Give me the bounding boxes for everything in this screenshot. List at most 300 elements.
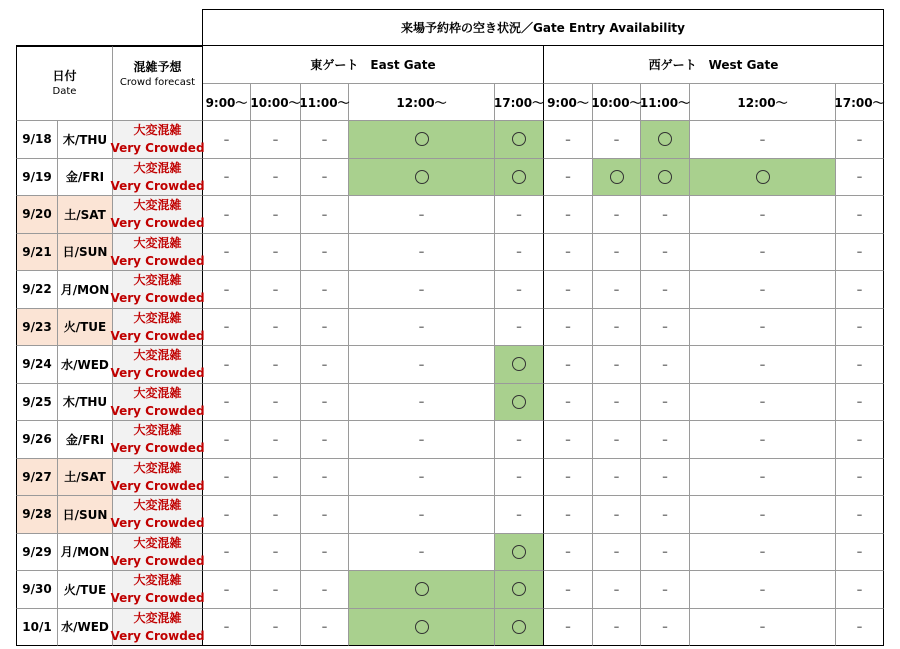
date-cell: 9/18 [16,121,58,159]
slot-unavailable [690,459,836,497]
slot-available [593,159,641,197]
unavailable-dash: – [613,507,620,521]
slot-unavailable [836,421,884,459]
unavailable-dash: – [613,320,620,334]
unavailable-dash: – [662,282,668,296]
forecast-en: Very Crowded [110,591,205,606]
unavailable-dash: – [418,545,425,559]
slot-available [495,159,544,197]
slot-unavailable [301,234,349,272]
unavailable-dash: – [321,620,328,634]
forecast-jp: 大変混雑 [133,310,182,325]
unavailable-dash: – [759,432,766,446]
forecast-jp: 大変混雑 [133,160,182,175]
slot-unavailable [251,271,301,309]
forecast-cell [110,384,205,422]
slot-unavailable [349,234,495,272]
west-gate-header: 西ゲート West Gate [544,46,884,84]
slot-available [690,159,836,197]
unavailable-dash: – [418,245,425,259]
slot-unavailable [690,309,836,347]
slot-unavailable [495,309,544,347]
slot-unavailable [593,346,641,384]
unavailable-dash: – [565,620,571,634]
unavailable-dash: – [223,545,230,559]
time-slot-header: 9:00～ [203,84,251,121]
slot-unavailable [495,271,544,309]
unavailable-dash: – [223,245,230,259]
unavailable-dash: – [321,207,328,221]
day-cell: 金/FRI [58,159,113,197]
time-slot-header: 10:00～ [251,84,301,121]
slot-unavailable [836,496,884,534]
unavailable-dash: – [856,507,863,521]
unavailable-dash: – [223,507,230,521]
forecast-cell [110,121,205,159]
time-slot-header: 11:00～ [641,84,690,121]
unavailable-dash: – [565,207,571,221]
slot-unavailable [544,159,593,197]
slot-unavailable [544,234,593,272]
unavailable-dash: – [565,545,571,559]
unavailable-dash: – [321,282,328,296]
forecast-cell [110,496,205,534]
date-cell: 9/24 [16,346,58,384]
time-slot-header: 11:00～ [301,84,349,121]
unavailable-dash: – [418,207,425,221]
date-cell: 9/30 [16,571,58,609]
unavailable-dash: – [418,470,425,484]
slot-unavailable [251,609,301,647]
slot-unavailable [301,196,349,234]
slot-unavailable [203,271,251,309]
unavailable-dash: – [223,357,230,371]
slot-unavailable [641,459,690,497]
slot-available [495,571,544,609]
slot-unavailable [495,421,544,459]
unavailable-dash: – [565,470,571,484]
slot-unavailable [593,271,641,309]
slot-unavailable [544,421,593,459]
unavailable-dash: – [223,320,230,334]
slot-unavailable [544,571,593,609]
unavailable-dash: – [613,432,620,446]
available-circle-icon [512,582,526,596]
slot-unavailable [836,309,884,347]
forecast-jp: 大変混雑 [133,460,182,475]
available-circle-icon [512,170,526,184]
available-circle-icon [415,582,429,596]
slot-unavailable [544,121,593,159]
slot-available [349,121,495,159]
slot-unavailable [641,609,690,647]
slot-available [495,346,544,384]
forecast-en: Very Crowded [110,178,205,193]
slot-unavailable [641,271,690,309]
date-cell: 9/21 [16,234,58,272]
slot-unavailable [251,309,301,347]
availability-table [16,9,884,646]
unavailable-dash: – [662,582,668,596]
unavailable-dash: – [321,170,328,184]
unavailable-dash: – [272,170,279,184]
forecast-en: Very Crowded [110,553,205,568]
slot-unavailable [641,534,690,572]
slot-unavailable [301,496,349,534]
unavailable-dash: – [759,395,766,409]
available-circle-icon [512,357,526,371]
unavailable-dash: – [321,470,328,484]
forecast-cell [110,459,205,497]
time-slot-header: 17:00～ [495,84,544,121]
slot-available [641,159,690,197]
unavailable-dash: – [272,282,279,296]
day-cell: 金/FRI [58,421,113,459]
forecast-cell [110,571,205,609]
forecast-en: Very Crowded [110,441,205,456]
day-cell: 土/SAT [58,459,113,497]
day-cell: 水/WED [58,609,113,647]
forecast-en: Very Crowded [110,403,205,418]
unavailable-dash: – [613,207,620,221]
unavailable-dash: – [613,470,620,484]
slot-unavailable [544,384,593,422]
slot-unavailable [349,534,495,572]
slot-unavailable [251,159,301,197]
slot-unavailable [251,234,301,272]
header-blank [16,9,203,46]
unavailable-dash: – [565,432,571,446]
slot-unavailable [593,234,641,272]
unavailable-dash: – [613,282,620,296]
date-cell: 9/20 [16,196,58,234]
day-cell: 水/WED [58,346,113,384]
slot-unavailable [836,196,884,234]
slot-unavailable [544,346,593,384]
unavailable-dash: – [759,132,766,146]
available-circle-icon [512,395,526,409]
slot-unavailable [349,421,495,459]
unavailable-dash: – [516,432,522,446]
slot-unavailable [593,309,641,347]
slot-unavailable [203,159,251,197]
slot-unavailable [203,571,251,609]
unavailable-dash: – [418,507,425,521]
slot-unavailable [251,121,301,159]
slot-unavailable [593,609,641,647]
slot-unavailable [836,271,884,309]
unavailable-dash: – [516,282,522,296]
time-slot-header: 12:00～ [690,84,836,121]
slot-unavailable [544,609,593,647]
slot-unavailable [641,496,690,534]
forecast-jp: 大変混雑 [133,385,182,400]
slot-unavailable [593,121,641,159]
slot-available [641,121,690,159]
unavailable-dash: – [662,207,668,221]
unavailable-dash: – [223,395,230,409]
forecast-en: Very Crowded [110,478,205,493]
slot-unavailable [544,271,593,309]
unavailable-dash: – [613,545,620,559]
slot-unavailable [593,421,641,459]
slot-available [349,159,495,197]
forecast-cell [110,159,205,197]
forecast-jp: 大変混雑 [133,123,182,138]
unavailable-dash: – [759,507,766,521]
slot-unavailable [301,571,349,609]
slot-unavailable [203,384,251,422]
unavailable-dash: – [321,357,328,371]
time-slot-header: 17:00～ [836,84,884,121]
slot-unavailable [690,534,836,572]
slot-unavailable [593,571,641,609]
forecast-en: Very Crowded [110,366,205,381]
slot-unavailable [544,309,593,347]
date-cell: 9/28 [16,496,58,534]
unavailable-dash: – [662,357,668,371]
unavailable-dash: – [613,245,620,259]
unavailable-dash: – [759,620,766,634]
slot-unavailable [203,121,251,159]
slot-unavailable [349,309,495,347]
unavailable-dash: – [856,357,863,371]
unavailable-dash: – [613,357,620,371]
availability-table-wrapper [16,9,884,646]
day-cell: 木/THU [58,384,113,422]
unavailable-dash: – [565,395,571,409]
unavailable-dash: – [516,207,522,221]
forecast-cell [110,234,205,272]
unavailable-dash: – [223,207,230,221]
slot-unavailable [203,534,251,572]
date-cell: 9/19 [16,159,58,197]
slot-unavailable [544,534,593,572]
unavailable-dash: – [856,620,863,634]
date-label-en: Date [52,85,77,97]
available-circle-icon [658,132,672,146]
slot-unavailable [349,384,495,422]
slot-unavailable [690,196,836,234]
unavailable-dash: – [662,545,668,559]
unavailable-dash: – [223,170,230,184]
available-circle-icon [512,545,526,559]
unavailable-dash: – [321,132,328,146]
day-cell: 日/SUN [58,496,113,534]
slot-unavailable [690,496,836,534]
slot-unavailable [251,459,301,497]
unavailable-dash: – [223,582,230,596]
unavailable-dash: – [272,207,279,221]
slot-unavailable [203,459,251,497]
available-circle-icon [415,132,429,146]
slot-unavailable [641,384,690,422]
unavailable-dash: – [321,320,328,334]
forecast-label-en: Crowd forecast [119,77,196,88]
slot-unavailable [301,159,349,197]
day-cell: 月/MON [58,534,113,572]
forecast-cell [110,309,205,347]
unavailable-dash: – [759,357,766,371]
slot-unavailable [690,346,836,384]
forecast-en: Very Crowded [110,216,205,231]
slot-unavailable [203,421,251,459]
forecast-en: Very Crowded [110,628,205,643]
slot-unavailable [301,384,349,422]
unavailable-dash: – [856,432,863,446]
unavailable-dash: – [272,620,279,634]
unavailable-dash: – [223,282,230,296]
forecast-cell [110,271,205,309]
unavailable-dash: – [272,245,279,259]
unavailable-dash: – [321,582,328,596]
unavailable-dash: – [565,357,571,371]
unavailable-dash: – [662,507,668,521]
forecast-cell [110,609,205,647]
unavailable-dash: – [662,470,668,484]
slot-unavailable [544,459,593,497]
unavailable-dash: – [759,320,766,334]
forecast-jp: 大変混雑 [133,423,182,438]
unavailable-dash: – [856,282,863,296]
unavailable-dash: – [418,395,425,409]
unavailable-dash: – [418,357,425,371]
slot-unavailable [641,421,690,459]
unavailable-dash: – [565,582,571,596]
slot-unavailable [641,346,690,384]
unavailable-dash: – [856,582,863,596]
unavailable-dash: – [516,507,522,521]
forecast-en: Very Crowded [110,328,205,343]
slot-unavailable [349,346,495,384]
unavailable-dash: – [272,320,279,334]
available-circle-icon [658,170,672,184]
slot-unavailable [349,271,495,309]
slot-available [495,121,544,159]
slot-unavailable [544,196,593,234]
day-cell: 火/TUE [58,309,113,347]
slot-unavailable [495,234,544,272]
time-slot-header: 10:00～ [593,84,641,121]
time-slot-header: 9:00～ [544,84,593,121]
forecast-cell [110,196,205,234]
slot-unavailable [301,346,349,384]
slot-unavailable [690,121,836,159]
forecast-en: Very Crowded [110,516,205,531]
slot-unavailable [690,609,836,647]
unavailable-dash: – [759,470,766,484]
slot-unavailable [251,346,301,384]
unavailable-dash: – [856,207,863,221]
slot-available [495,534,544,572]
slot-unavailable [593,496,641,534]
available-circle-icon [415,620,429,634]
time-slot-header: 12:00～ [349,84,495,121]
forecast-en: Very Crowded [110,141,205,156]
unavailable-dash: – [516,470,522,484]
unavailable-dash: – [759,245,766,259]
unavailable-dash: – [613,395,620,409]
slot-unavailable [349,496,495,534]
day-cell: 月/MON [58,271,113,309]
unavailable-dash: – [856,320,863,334]
unavailable-dash: – [272,395,279,409]
slot-unavailable [690,421,836,459]
date-header [16,46,113,121]
forecast-cell [110,421,205,459]
slot-unavailable [251,421,301,459]
slot-available [349,571,495,609]
unavailable-dash: – [565,132,571,146]
slot-unavailable [836,609,884,647]
slot-unavailable [641,196,690,234]
unavailable-dash: – [418,282,425,296]
slot-unavailable [495,496,544,534]
slot-unavailable [836,571,884,609]
unavailable-dash: – [321,545,328,559]
slot-unavailable [203,309,251,347]
unavailable-dash: – [662,395,668,409]
slot-unavailable [301,459,349,497]
available-circle-icon [415,170,429,184]
forecast-label-jp: 混雑予想 [133,60,182,74]
day-cell: 日/SUN [58,234,113,272]
unavailable-dash: – [759,582,766,596]
unavailable-dash: – [223,470,230,484]
unavailable-dash: – [759,282,766,296]
forecast-jp: 大変混雑 [133,535,182,550]
date-cell: 9/26 [16,421,58,459]
unavailable-dash: – [565,507,571,521]
forecast-en: Very Crowded [110,253,205,268]
slot-unavailable [836,534,884,572]
slot-unavailable [251,571,301,609]
slot-unavailable [593,384,641,422]
forecast-jp: 大変混雑 [133,573,182,588]
unavailable-dash: – [856,395,863,409]
slot-unavailable [301,121,349,159]
unavailable-dash: – [759,545,766,559]
unavailable-dash: – [223,132,230,146]
unavailable-dash: – [516,320,522,334]
slot-unavailable [836,159,884,197]
slot-available [495,384,544,422]
slot-unavailable [690,571,836,609]
unavailable-dash: – [565,282,571,296]
slot-unavailable [349,196,495,234]
slot-unavailable [251,496,301,534]
unavailable-dash: – [321,507,328,521]
day-cell: 火/TUE [58,571,113,609]
slot-unavailable [495,196,544,234]
unavailable-dash: – [418,320,425,334]
forecast-jp: 大変混雑 [133,198,182,213]
unavailable-dash: – [321,245,328,259]
slot-unavailable [836,234,884,272]
slot-unavailable [836,121,884,159]
date-label-jp: 日付 [52,68,77,83]
unavailable-dash: – [856,245,863,259]
unavailable-dash: – [272,470,279,484]
slot-unavailable [203,196,251,234]
slot-unavailable [495,459,544,497]
unavailable-dash: – [662,620,668,634]
slot-unavailable [593,459,641,497]
day-cell: 木/THU [58,121,113,159]
slot-unavailable [349,459,495,497]
unavailable-dash: – [565,320,571,334]
unavailable-dash: – [223,620,230,634]
